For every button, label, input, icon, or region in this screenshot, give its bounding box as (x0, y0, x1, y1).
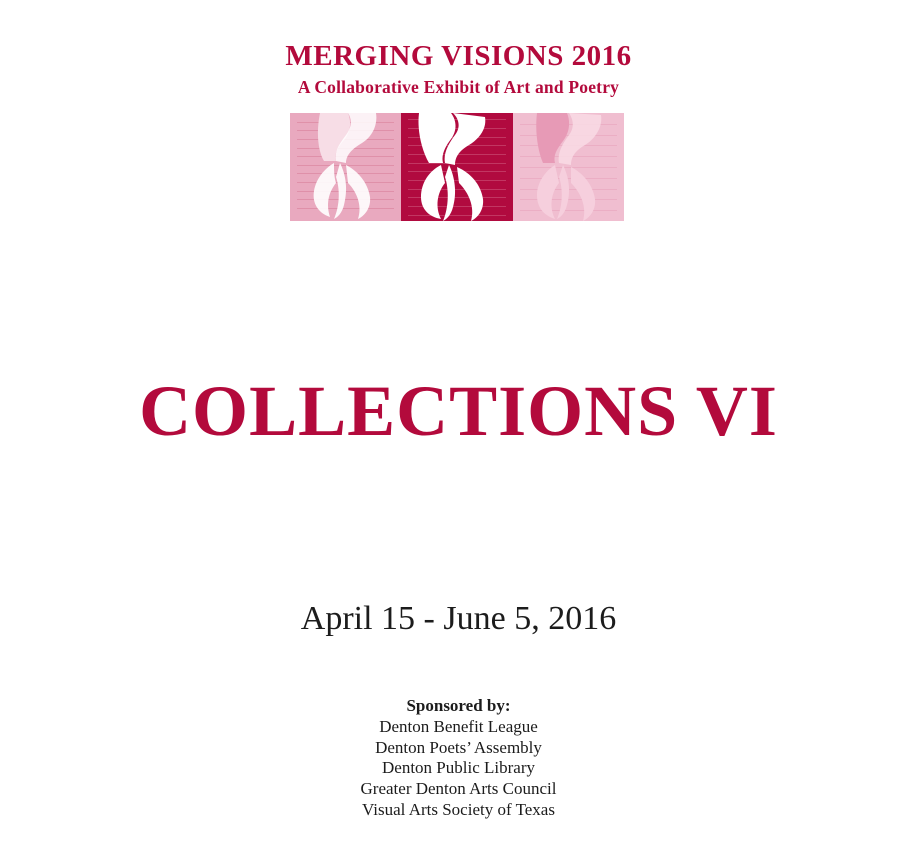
banner-panel-left (290, 113, 401, 221)
exhibit-title: MERGING VISIONS 2016 (285, 40, 632, 72)
banner-panel-right (513, 113, 624, 221)
sponsor-item: Denton Poets’ Assembly (375, 737, 542, 757)
sponsor-item: Denton Benefit League (379, 717, 538, 736)
sponsor-item: Greater Denton Arts Council (360, 779, 557, 799)
sponsor-item: Denton Public Library (382, 758, 535, 778)
exhibit-dates: April 15 - June 5, 2016 (300, 600, 617, 637)
page-title: COLLECTIONS VI (139, 371, 778, 451)
sponsor-item: Visual Arts Society of Texas (362, 799, 555, 819)
hand-drawing-flower-icon (290, 113, 401, 221)
banner-artwork (290, 113, 624, 221)
exhibit-subtitle: A Collaborative Exhibit of Art and Poetry (297, 77, 620, 98)
banner-panel-center (401, 113, 513, 221)
sponsors-block (0, 696, 917, 821)
sponsors-heading: Sponsored by: (406, 696, 511, 715)
hand-drawing-flower-icon (513, 113, 624, 221)
poster-header (0, 40, 917, 98)
hand-drawing-flower-icon (401, 113, 513, 221)
